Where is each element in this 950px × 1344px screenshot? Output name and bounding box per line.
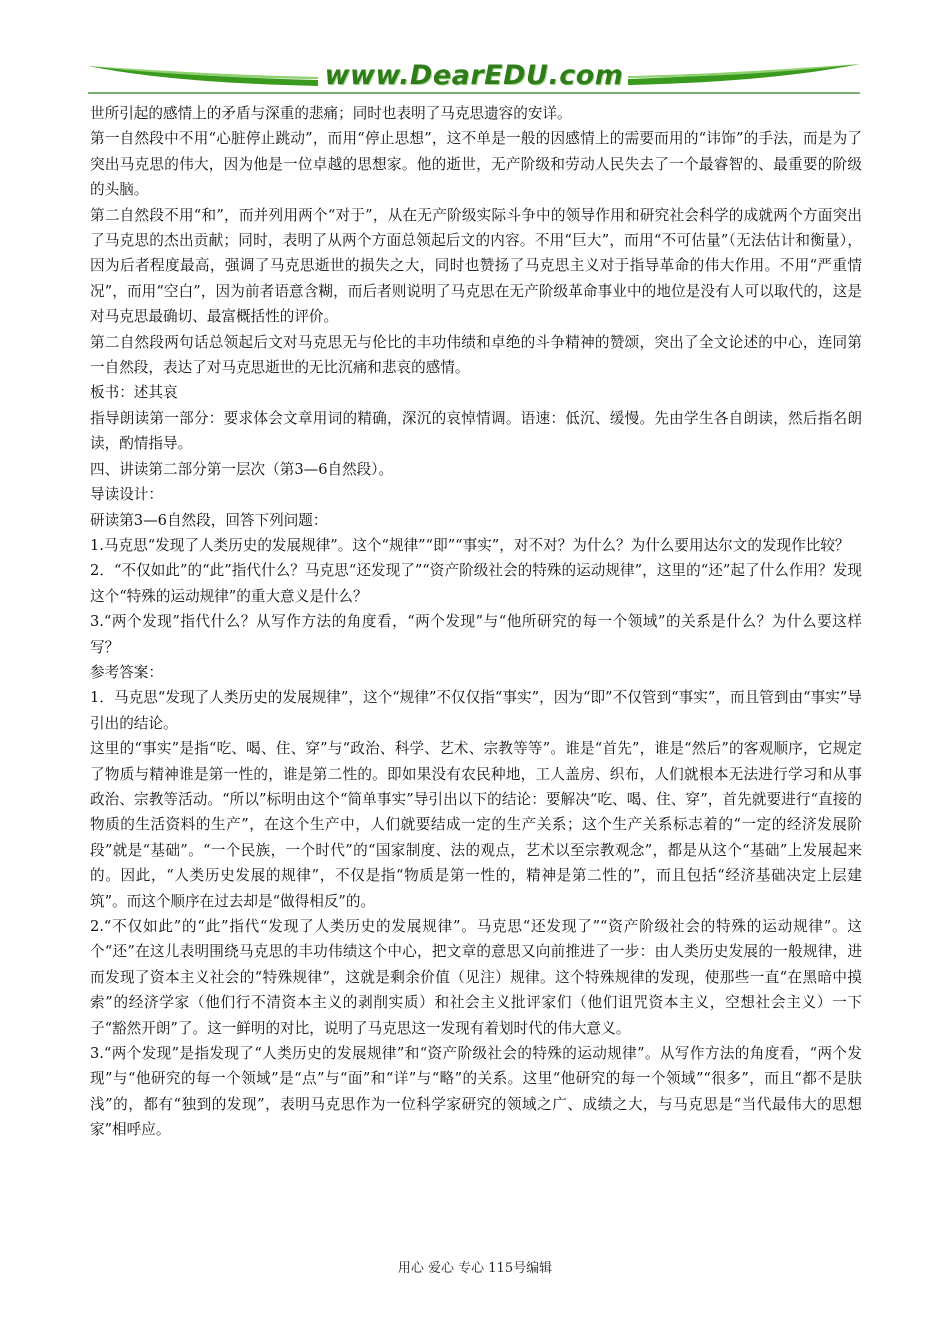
answers-label: 参考答案： [90, 663, 163, 681]
site-header-banner [88, 56, 860, 96]
document-body [90, 101, 862, 1143]
answer-1: 1．马克思“发现了人类历史的发展规律”，这个“规律”不仅仅指“事实”，因为“即”不仅管到“事实”，而且管到由“事实”导引出的结论。 [90, 689, 862, 732]
guide-design-label: 导读设计： [90, 486, 163, 504]
board-note: 板书：述其哀 [90, 384, 178, 402]
answer-1-explanation: 这里的“事实”是指“吃、喝、住、穿”与“政治、科学、艺术、宗教等等”。谁是“首先”，谁是“然后”的客观顺序，它规定了物质与精神谁是第一性的，谁是第二性的。即如果没有农民种地，工人盖房、织布，人们就根本无法进行学习和从事政治、宗教等活动。“所以”标明由这个“简单事实”导引出以下的结论：要解决“吃、喝、住、穿”，首先就要进行“直接的物质的生活资料的生产”，在这个生产中，人们就要结成一定的生产关系；这个生产关系标志着的“一定的经济发展阶段”就是“基础”。“一个民族，一个时代”的“国家制度、法的观点，艺术以至宗教观念”，都是从这个“基础”上发展起来的。因此，“人类历史发展的规律”，不仅是指“物质是第一性的，精神是第二性的”，而且包括“经济基础决定上层建筑”。而这个顺序在过去却是“做得相反”的。 [90, 740, 862, 910]
question-1: 1.马克思“发现了人类历史的发展规律”。这个“规律”“即”“事实”，对不对？为什么？为什么要用达尔文的发现作比较？ [90, 536, 850, 554]
question-2: 2．“不仅如此”的“此”指代什么？马克思“还发现了”“资产阶级社会的特殊的运动规律”，这里的“还”起了什么作用？发现这个“特殊的运动规律”的重大意义是什么？ [90, 562, 862, 605]
reading-guidance: 指导朗读第一部分：要求体会文章用词的精确，深沉的哀悼情调。语速：低沉、缓慢。先由学生各自朗读，然后指名朗读，酌情指导。 [90, 409, 862, 453]
question-3: 3.“两个发现”指代什么？从写作方法的角度看，“两个发现”与“他所研究的每一个领域”的关系是什么？为什么要这样写？ [90, 613, 862, 656]
paragraph-2: 第一自然段中不用“心脏停止跳动”，而用“停止思想”，这不单是一般的因感情上的需要而用的“讳饰”的手法，而是为了突出马克思的伟大，因为他是一位卓越的思想家。他的逝世，无产阶级和劳动人民失去了一个最睿智的、最重要的阶级的头脑。 [90, 130, 862, 199]
answer-3: 3.“两个发现”是指发现了“人类历史的发展规律”和“资产阶级社会的特殊的运动规律”。从写作方法的角度看，“两个发现”与“他研究的每一个领域”是“点”与“面”和“详”与“略”的关系。这里“他研究的每一个领域”“很多”，而且“都不是肤浅”的，都有“独到的发现”，表明马克思作为一位科学家研究的领域之广、成绩之大，与马克思是“当代最伟大的思想家”相呼应。 [90, 1045, 862, 1139]
answer-2: 2.“不仅如此”的“此”指代“发现了人类历史的发展规律”。马克思“还发现了”“资产阶级社会的特殊的运动规律”。这个“还”在这儿表明围绕马克思的丰功伟绩这个中心，把文章的意思又向前推进了一步：由人类历史发展的一般规律，进而发现了资本主义社会的“特殊规律”，这就是剩余价值（见注）规律。这个特殊规律的发现，使那些一直“在黑暗中摸索”的经济学家（他们行不清资本主义的剥削实质）和社会主义批评家们（他们诅咒资本主义，空想社会主义）一下子“豁然开朗”了。这一鲜明的对比，说明了马克思这一发现有着划时代的伟大意义。 [90, 918, 862, 1037]
paragraph-1: 世所引起的感情上的矛盾与深重的悲痛；同时也表明了马克思遗容的安详。 [90, 105, 572, 122]
questions-intro: 研读第3—6自然段，回答下列问题： [90, 511, 328, 529]
site-logo-text: www.DearEDU.com [324, 60, 624, 91]
section-heading: 四、讲读第二部分第一层次（第3—6自然段）。 [90, 460, 394, 478]
page-footer: 用心 爱心 专心 115号编辑 [397, 1261, 553, 1276]
paragraph-3: 第二自然段不用“和”，而并列用两个“对于”，从在无产阶级实际斗争中的领导作用和研究社会科学的成就两个方面突出了马克思的杰出贡献；同时，表明了从两个方面总领起后文的内容。不用“巨大”，而用“不可估量”（无法估计和衡量），因为后者程度最高，强调了马克思逝世的损失之大，同时也赞扬了马克思主义对于指导革命的伟大作用。不用“严重情况”，而用“空白”，因为前者语意含糊，而后者则说明了马克思在无产阶级革命事业中的地位是没有人可以取代的，这是对马克思最确切、最富概括性的评价。 [90, 206, 862, 326]
paragraph-4: 第二自然段两句话总领起后文对马克思无与伦比的丰功伟绩和卓绝的斗争精神的赞颂，突出了全文论述的中心，连同第一自然段，表达了对马克思逝世的无比沉痛和悲哀的感情。 [90, 333, 862, 377]
